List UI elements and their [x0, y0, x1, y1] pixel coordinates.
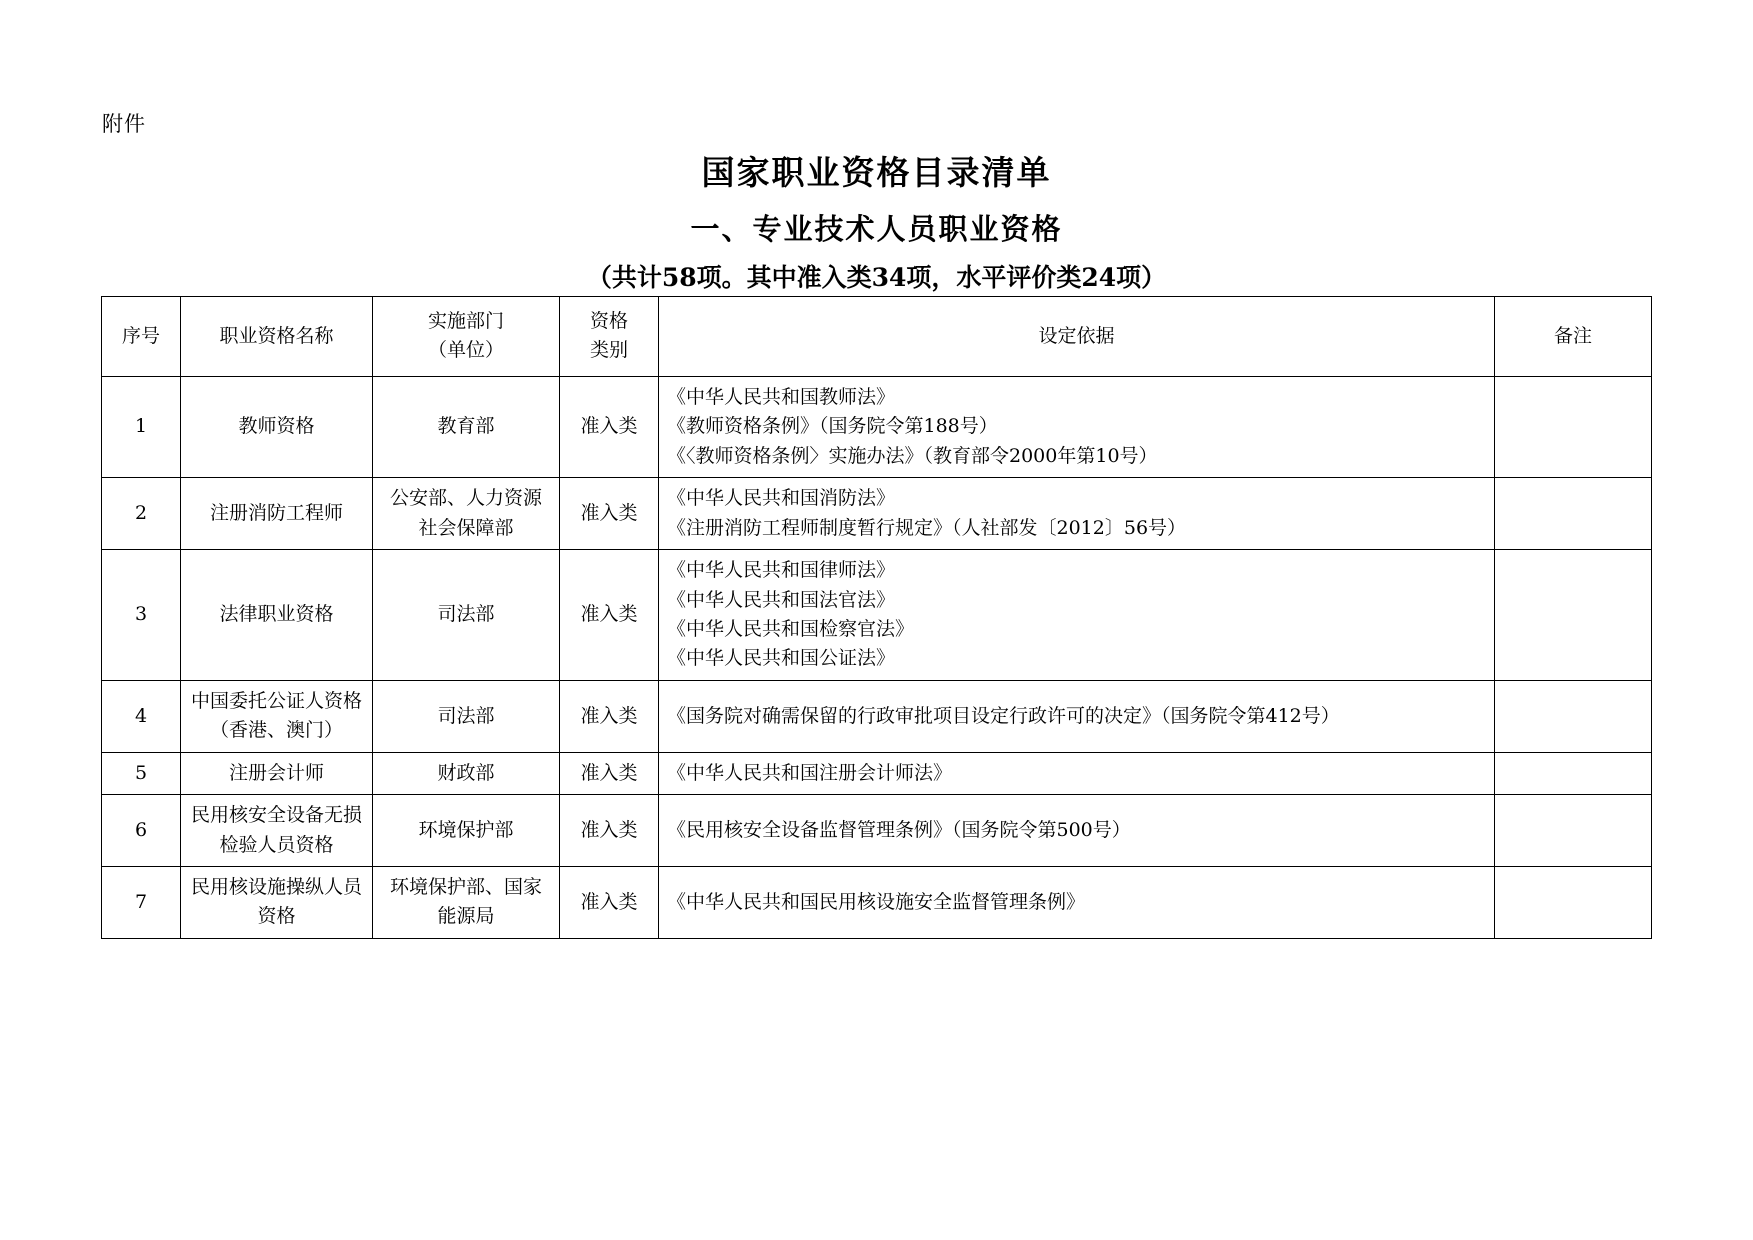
table-row — [102, 867, 1652, 939]
title-block — [0, 148, 1753, 298]
column-header-type-line1: 资格 — [589, 310, 628, 332]
cell-basis — [659, 550, 1495, 681]
cell-type: 准入类 — [560, 795, 659, 867]
cell-name: 法律职业资格 — [181, 550, 373, 681]
cell-type: 准入类 — [560, 478, 659, 550]
qualification-catalog-table — [101, 296, 1652, 939]
cell-name: 注册会计师 — [181, 752, 373, 794]
basis-line: 《中华人民共和国注册会计师法》 — [667, 761, 953, 784]
column-header-type-line2: 类别 — [589, 339, 628, 362]
page-count-line: （共计58项。其中准入类34项，水平评价类24项） — [586, 262, 1167, 292]
cell-index: 6 — [102, 795, 181, 867]
cell-type: 准入类 — [560, 550, 659, 681]
page-title: 国家职业资格目录清单 — [701, 153, 1052, 192]
basis-line: 《中华人民共和国律师法》 — [667, 559, 896, 582]
column-header-department-line1: 实施部门 — [427, 310, 504, 332]
table-body — [102, 376, 1652, 938]
cell-department: 司法部 — [373, 680, 560, 752]
table-row — [102, 376, 1652, 477]
table-row — [102, 550, 1652, 681]
cell-type: 准入类 — [560, 752, 659, 794]
cell-basis — [659, 376, 1495, 477]
cell-department: 环境保护部 — [373, 795, 560, 867]
column-header-type — [560, 297, 659, 377]
column-header-name: 职业资格名称 — [181, 297, 373, 377]
basis-line: 《注册消防工程师制度暂行规定》（人社部发〔2012〕56号） — [667, 516, 1187, 539]
cell-name: 注册消防工程师 — [181, 478, 373, 550]
cell-name: 民用核设施操纵人员资格 — [181, 867, 373, 939]
basis-line: 《中华人民共和国检察官法》 — [667, 617, 915, 640]
cell-note — [1495, 867, 1652, 939]
table-row — [102, 752, 1652, 794]
table-row — [102, 680, 1652, 752]
cell-note — [1495, 478, 1652, 550]
cell-index: 4 — [102, 680, 181, 752]
cell-basis — [659, 752, 1495, 794]
cell-department: 司法部 — [373, 550, 560, 681]
basis-line: 《中华人民共和国民用核设施安全监督管理条例》 — [667, 890, 1086, 913]
basis-line: 《国务院对确需保留的行政审批项目设定行政许可的决定》（国务院令第412号） — [667, 704, 1340, 727]
column-header-note: 备注 — [1495, 297, 1652, 377]
page-subtitle: 一、专业技术人员职业资格 — [690, 211, 1063, 246]
attachment-label: 附件 — [102, 112, 146, 136]
cell-department: 财政部 — [373, 752, 560, 794]
cell-type: 准入类 — [560, 376, 659, 477]
cell-type: 准入类 — [560, 680, 659, 752]
cell-note — [1495, 680, 1652, 752]
cell-note — [1495, 752, 1652, 794]
cell-index: 3 — [102, 550, 181, 681]
basis-line: 《中华人民共和国教师法》 — [667, 385, 896, 408]
basis-line: 《〈教师资格条例〉实施办法》（教育部令2000年第10号） — [667, 444, 1158, 467]
cell-name: 教师资格 — [181, 376, 373, 477]
cell-basis — [659, 867, 1495, 939]
cell-index: 7 — [102, 867, 181, 939]
column-header-index: 序号 — [102, 297, 181, 377]
cell-department: 环境保护部、国家能源局 — [373, 867, 560, 939]
basis-line: 《民用核安全设备监督管理条例》（国务院令第500号） — [667, 818, 1131, 841]
basis-line: 《中华人民共和国法官法》 — [667, 588, 896, 611]
cell-note — [1495, 376, 1652, 477]
basis-line: 《中华人民共和国消防法》 — [667, 487, 896, 510]
table-header-row — [102, 297, 1652, 377]
basis-line: 《教师资格条例》（国务院令第188号） — [667, 415, 998, 438]
cell-type: 准入类 — [560, 867, 659, 939]
cell-note — [1495, 795, 1652, 867]
cell-basis — [659, 795, 1495, 867]
table-row — [102, 478, 1652, 550]
cell-name: 民用核安全设备无损检验人员资格 — [181, 795, 373, 867]
cell-name: 中国委托公证人资格（香港、澳门） — [181, 680, 373, 752]
cell-basis — [659, 478, 1495, 550]
cell-basis — [659, 680, 1495, 752]
basis-line: 《中华人民共和国公证法》 — [667, 647, 896, 670]
column-header-basis: 设定依据 — [659, 297, 1495, 377]
column-header-department-line2: （单位） — [427, 339, 504, 362]
cell-index: 1 — [102, 376, 181, 477]
column-header-department — [373, 297, 560, 377]
cell-department: 教育部 — [373, 376, 560, 477]
cell-department: 公安部、人力资源社会保障部 — [373, 478, 560, 550]
cell-index: 2 — [102, 478, 181, 550]
cell-index: 5 — [102, 752, 181, 794]
table-row — [102, 795, 1652, 867]
cell-note — [1495, 550, 1652, 681]
